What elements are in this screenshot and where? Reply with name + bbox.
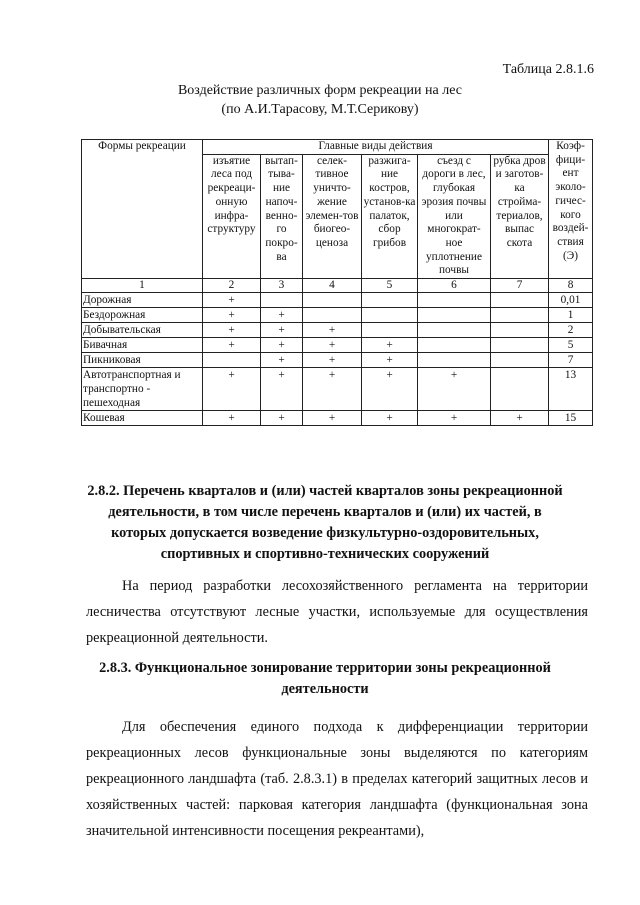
recreation-form-name: Пикниковая [82, 353, 203, 368]
action-mark [418, 338, 491, 353]
table-row [82, 293, 593, 308]
table-caption-line2: (по А.И.Тарасову, М.Т.Серикову) [221, 102, 419, 117]
action-mark: + [261, 368, 303, 411]
action-mark: + [303, 323, 362, 338]
column-number: 5 [362, 279, 418, 293]
action-mark [303, 308, 362, 323]
action-mark: + [362, 368, 418, 411]
column-number: 7 [491, 279, 549, 293]
column-number: 1 [82, 279, 203, 293]
action-mark: + [261, 338, 303, 353]
action-mark [418, 308, 491, 323]
action-mark [491, 323, 549, 338]
recreation-form-name: Добывательская [82, 323, 203, 338]
action-mark: + [362, 353, 418, 368]
impact-coefficient: 2 [549, 323, 593, 338]
section-2-8-2-paragraph: На период разработки лесохозяйственного регламента на территории лесничества отсутствуют лесные участки, используемые для осуществления рекреационной деятельности. [86, 578, 588, 646]
actions-group-header: Главные виды действия [203, 140, 549, 155]
section-2-8-2-title: 2.8.2. Перечень кварталов и (или) частей кварталов зоны рекреационной деятельности, в том числе перечень кварталов и (или) их частей, в которых допускается возведение физкультурно-оздоровительных, спортивных и спортивно-технических сооружений [87, 483, 563, 562]
action-mark: + [303, 368, 362, 411]
action-mark [362, 323, 418, 338]
action-mark [491, 368, 549, 411]
action-mark: + [203, 323, 261, 338]
column-number: 6 [418, 279, 491, 293]
action-header: изъятие леса под рекреаци-онную инфра-структуру [203, 154, 261, 278]
action-mark: + [418, 368, 491, 411]
action-mark: + [261, 323, 303, 338]
action-mark: + [203, 368, 261, 411]
table-caption-line1: Воздействие различных форм рекреации на лес [177, 83, 463, 98]
action-mark [491, 308, 549, 323]
action-header: рубка дров и заготов-ка стройма-териалов, выпас скота [491, 154, 549, 278]
recreation-impact-table [81, 139, 593, 426]
impact-coefficient: 13 [549, 368, 593, 411]
action-mark [362, 293, 418, 308]
action-mark [418, 353, 491, 368]
action-mark: + [203, 338, 261, 353]
forms-header: Формы рекреации [82, 140, 203, 279]
action-mark: + [362, 338, 418, 353]
impact-coefficient: 7 [549, 353, 593, 368]
impact-coefficient: 1 [549, 308, 593, 323]
action-header: съезд с дороги в лес, глубокая эрозия почвы или многократ-ное уплотнение почвы [418, 154, 491, 278]
section-2-8-3-paragraph: Для обеспечения единого подхода к дифференциации территории рекреационных лесов функциональные зоны выделяются по категориям рекреационного ландшафта (таб. 2.8.3.1) в пределах категорий защитных лесов и хозяйственных частей: парковая категория ландшафта (функциональная зона значительной интенсивности посещения рекреантами), [86, 719, 588, 839]
impact-coefficient: 0,01 [549, 293, 593, 308]
action-mark [303, 293, 362, 308]
action-mark [418, 293, 491, 308]
action-mark: + [261, 308, 303, 323]
impact-coefficient: 5 [549, 338, 593, 353]
action-mark: + [303, 411, 362, 426]
action-mark: + [303, 338, 362, 353]
table-number: Таблица 2.8.1.6 [502, 62, 594, 77]
recreation-form-name: Дорожная [82, 293, 203, 308]
action-mark [491, 353, 549, 368]
column-number: 3 [261, 279, 303, 293]
action-header: разжига-ние костров, установ-ка палаток, сбор грибов [362, 154, 418, 278]
action-mark: + [203, 308, 261, 323]
recreation-form-name: Бивачная [82, 338, 203, 353]
action-mark [491, 293, 549, 308]
recreation-form-name: Кошевая [82, 411, 203, 426]
action-header: селек-тивное уничто-жение элемен-тов биогео-ценоза [303, 154, 362, 278]
column-number: 2 [203, 279, 261, 293]
column-number: 4 [303, 279, 362, 293]
action-mark [491, 338, 549, 353]
table-row [82, 353, 593, 368]
coefficient-header: Коэф-фици-ент эколо-гичес-кого воздей-ствия (Э) [549, 140, 593, 279]
column-number: 8 [549, 279, 593, 293]
action-mark [261, 293, 303, 308]
section-2-8-3-title: 2.8.3. Функциональное зонирование территории зоны рекреационной деятельности [99, 660, 551, 697]
action-mark: + [418, 411, 491, 426]
table-row [82, 368, 593, 411]
recreation-form-name: Автотранспортная и транспортно - пешеходная [82, 368, 203, 411]
action-header: вытап-тыва-ние напоч-венно-го покро-ва [261, 154, 303, 278]
column-numbers-row [82, 279, 593, 293]
action-mark: + [261, 411, 303, 426]
action-mark: + [203, 293, 261, 308]
action-mark [362, 308, 418, 323]
action-mark: + [261, 353, 303, 368]
table-row [82, 308, 593, 323]
action-mark: + [491, 411, 549, 426]
recreation-form-name: Бездорожная [82, 308, 203, 323]
action-mark [418, 323, 491, 338]
action-mark: + [362, 411, 418, 426]
table-row [82, 411, 593, 426]
action-mark [203, 353, 261, 368]
table-row [82, 338, 593, 353]
action-mark: + [303, 353, 362, 368]
table-row [82, 323, 593, 338]
action-mark: + [203, 411, 261, 426]
impact-coefficient: 15 [549, 411, 593, 426]
